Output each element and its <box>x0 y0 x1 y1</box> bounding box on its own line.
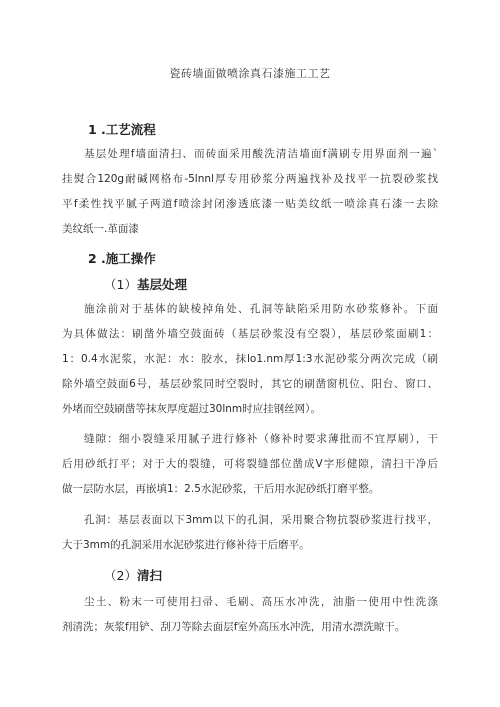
text-line: 大于3mm的孔洞采用水泥砂浆进行修补待干后磨平。 <box>62 539 310 551</box>
subsection-heading-base <box>104 275 187 293</box>
text-line: 平f柔性找平腻子两道f喷涂封闭渗透底漆一贴美纹纸一喷涂真石漆一去除 <box>62 198 438 210</box>
text-line: 为具体做法：刷凿外墙空鼓面砖（基层砂浆没有空裂），基层砂浆面刷1： <box>62 328 438 340</box>
paragraph-process-flow <box>62 142 438 242</box>
section-heading-process: 1 .工艺流程 <box>88 122 156 137</box>
section-heading-operation: 2 .施工操作 <box>88 251 156 266</box>
text-line: 后用砂纸打平；对于大的裂缝，可将裂缝部位凿成V字形健隙，清扫干净后 <box>62 458 438 470</box>
paragraph-base-treatment <box>62 297 438 422</box>
subsection-title: 基层处理 <box>136 277 187 292</box>
text-line: 施涂前对于基体的缺棱掉角处、孔洞等缺陷采用防水砂浆修补。下面 <box>84 303 438 315</box>
text-line: 剂清洗；灰浆f用铲、刮刀等除去面层f室外高压水冲洗，用清水漂洗晾干。 <box>62 621 406 633</box>
paragraph-hole-repair <box>62 508 438 558</box>
text-line: 美纹纸一.革面漆 <box>62 223 139 235</box>
text-line: 外堵而空鼓刷凿等抹灰厚度超过30lnm时应挂钢丝网）。 <box>62 403 321 415</box>
text-line: 挂熨合120g耐碱网格布-5lnnl厚专用砂浆分两遍找补及找平一抗裂砂浆找 <box>62 173 438 185</box>
text-line: 除外墙空鼓面6号，基层砂浆同时空裂时，其它的刷凿窗机位、阳台、窗口、 <box>62 378 438 390</box>
subsection-number: （2） <box>104 568 137 583</box>
subsection-title: 清扫 <box>136 568 162 583</box>
text-line: 基层处理f墙面清扫、而砖面采用酸洗清洁墙面f满刷专用界面剂一遍` <box>84 148 438 160</box>
text-line: 孔洞：基层表面以下3mm以下的孔洞，采用聚合物抗裂砂浆进行找平， <box>84 514 438 526</box>
text-line: 做一层防水层，再嵌填1：2.5水泥砂浆，干后用水泥砂纸打磨平整。 <box>62 483 380 495</box>
document-title: 瓷砖墙面做喷涂真石漆施工工艺 <box>169 67 331 80</box>
text-line: 尘土、粉末一可使用扫帚、毛刷、高压水冲洗，油脂一使用中性洗涤 <box>84 596 438 608</box>
subsection-heading-clean <box>104 566 162 584</box>
paragraph-cleaning <box>62 590 438 640</box>
paragraph-crack-repair <box>62 427 438 502</box>
text-line: 1：0.4水泥浆，水泥：水：胶水，抹lo1.nm厚1:3水泥砂浆分两次完成（刷 <box>62 353 438 365</box>
subsection-number: （1） <box>104 277 137 292</box>
text-line: 缝隙：细小裂缝采用腻子进行修补（修补时要求薄批而不宜厚刷），干 <box>84 433 438 445</box>
